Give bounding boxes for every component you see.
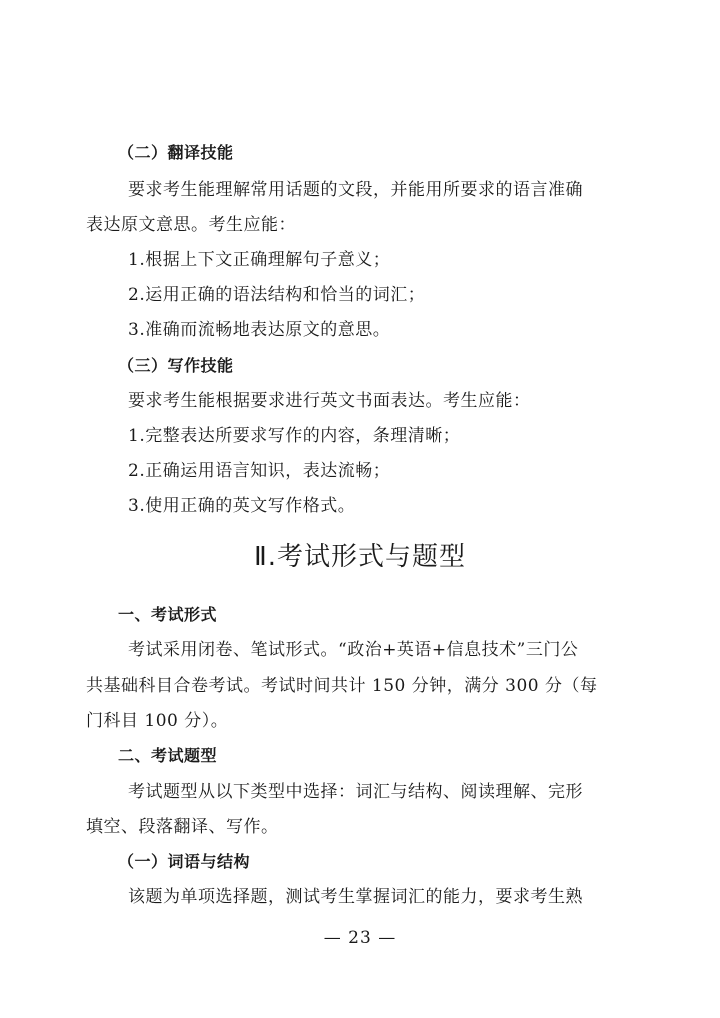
paragraph-line: 共基础科目合卷考试。考试时间共计 150 分钟，满分 300 分（每: [86, 676, 598, 696]
exam-types-heading: 二、考试题型: [118, 746, 218, 765]
paragraph-line: 考试采用闭卷、笔试形式。“政治+英语+信息技术”三门公: [128, 640, 579, 660]
list-item: 1.根据上下文正确理解句子意义；: [128, 250, 391, 270]
list-item: 3.准确而流畅地表达原文的意思。: [128, 320, 391, 340]
paragraph-line: 该题为单项选择题，测试考生掌握词汇的能力，要求考生熟: [128, 887, 583, 907]
paragraph-line: 门科目 100 分）。: [86, 711, 229, 731]
translation-skill-heading: （二）翻译技能: [118, 143, 234, 162]
page-number: — 23 —: [323, 928, 397, 948]
paragraph-line: 要求考生能根据要求进行英文书面表达。考生应能：: [128, 391, 531, 411]
vocab-structure-heading: （一）词语与结构: [118, 852, 251, 871]
writing-skill-heading: （三）写作技能: [118, 356, 234, 375]
paragraph-line: 要求考生能理解常用话题的文段，并能用所要求的语言准确: [128, 180, 583, 200]
paragraph-line: 考试题型从以下类型中选择：词汇与结构、阅读理解、完形: [128, 782, 583, 802]
paragraph-line: 填空、段落翻译、写作。: [86, 817, 279, 837]
list-item: 3.使用正确的英文写作格式。: [128, 496, 356, 516]
list-item: 2.正确运用语言知识，表达流畅；: [128, 461, 391, 481]
section-title: Ⅱ.考试形式与题型: [253, 542, 467, 572]
paragraph-line: 表达原文意思。考生应能：: [86, 215, 296, 235]
list-item: 1.完整表达所要求写作的内容，条理清晰；: [128, 426, 461, 446]
list-item: 2.运用正确的语法结构和恰当的词汇；: [128, 285, 426, 305]
exam-form-heading: 一、考试形式: [118, 605, 218, 624]
